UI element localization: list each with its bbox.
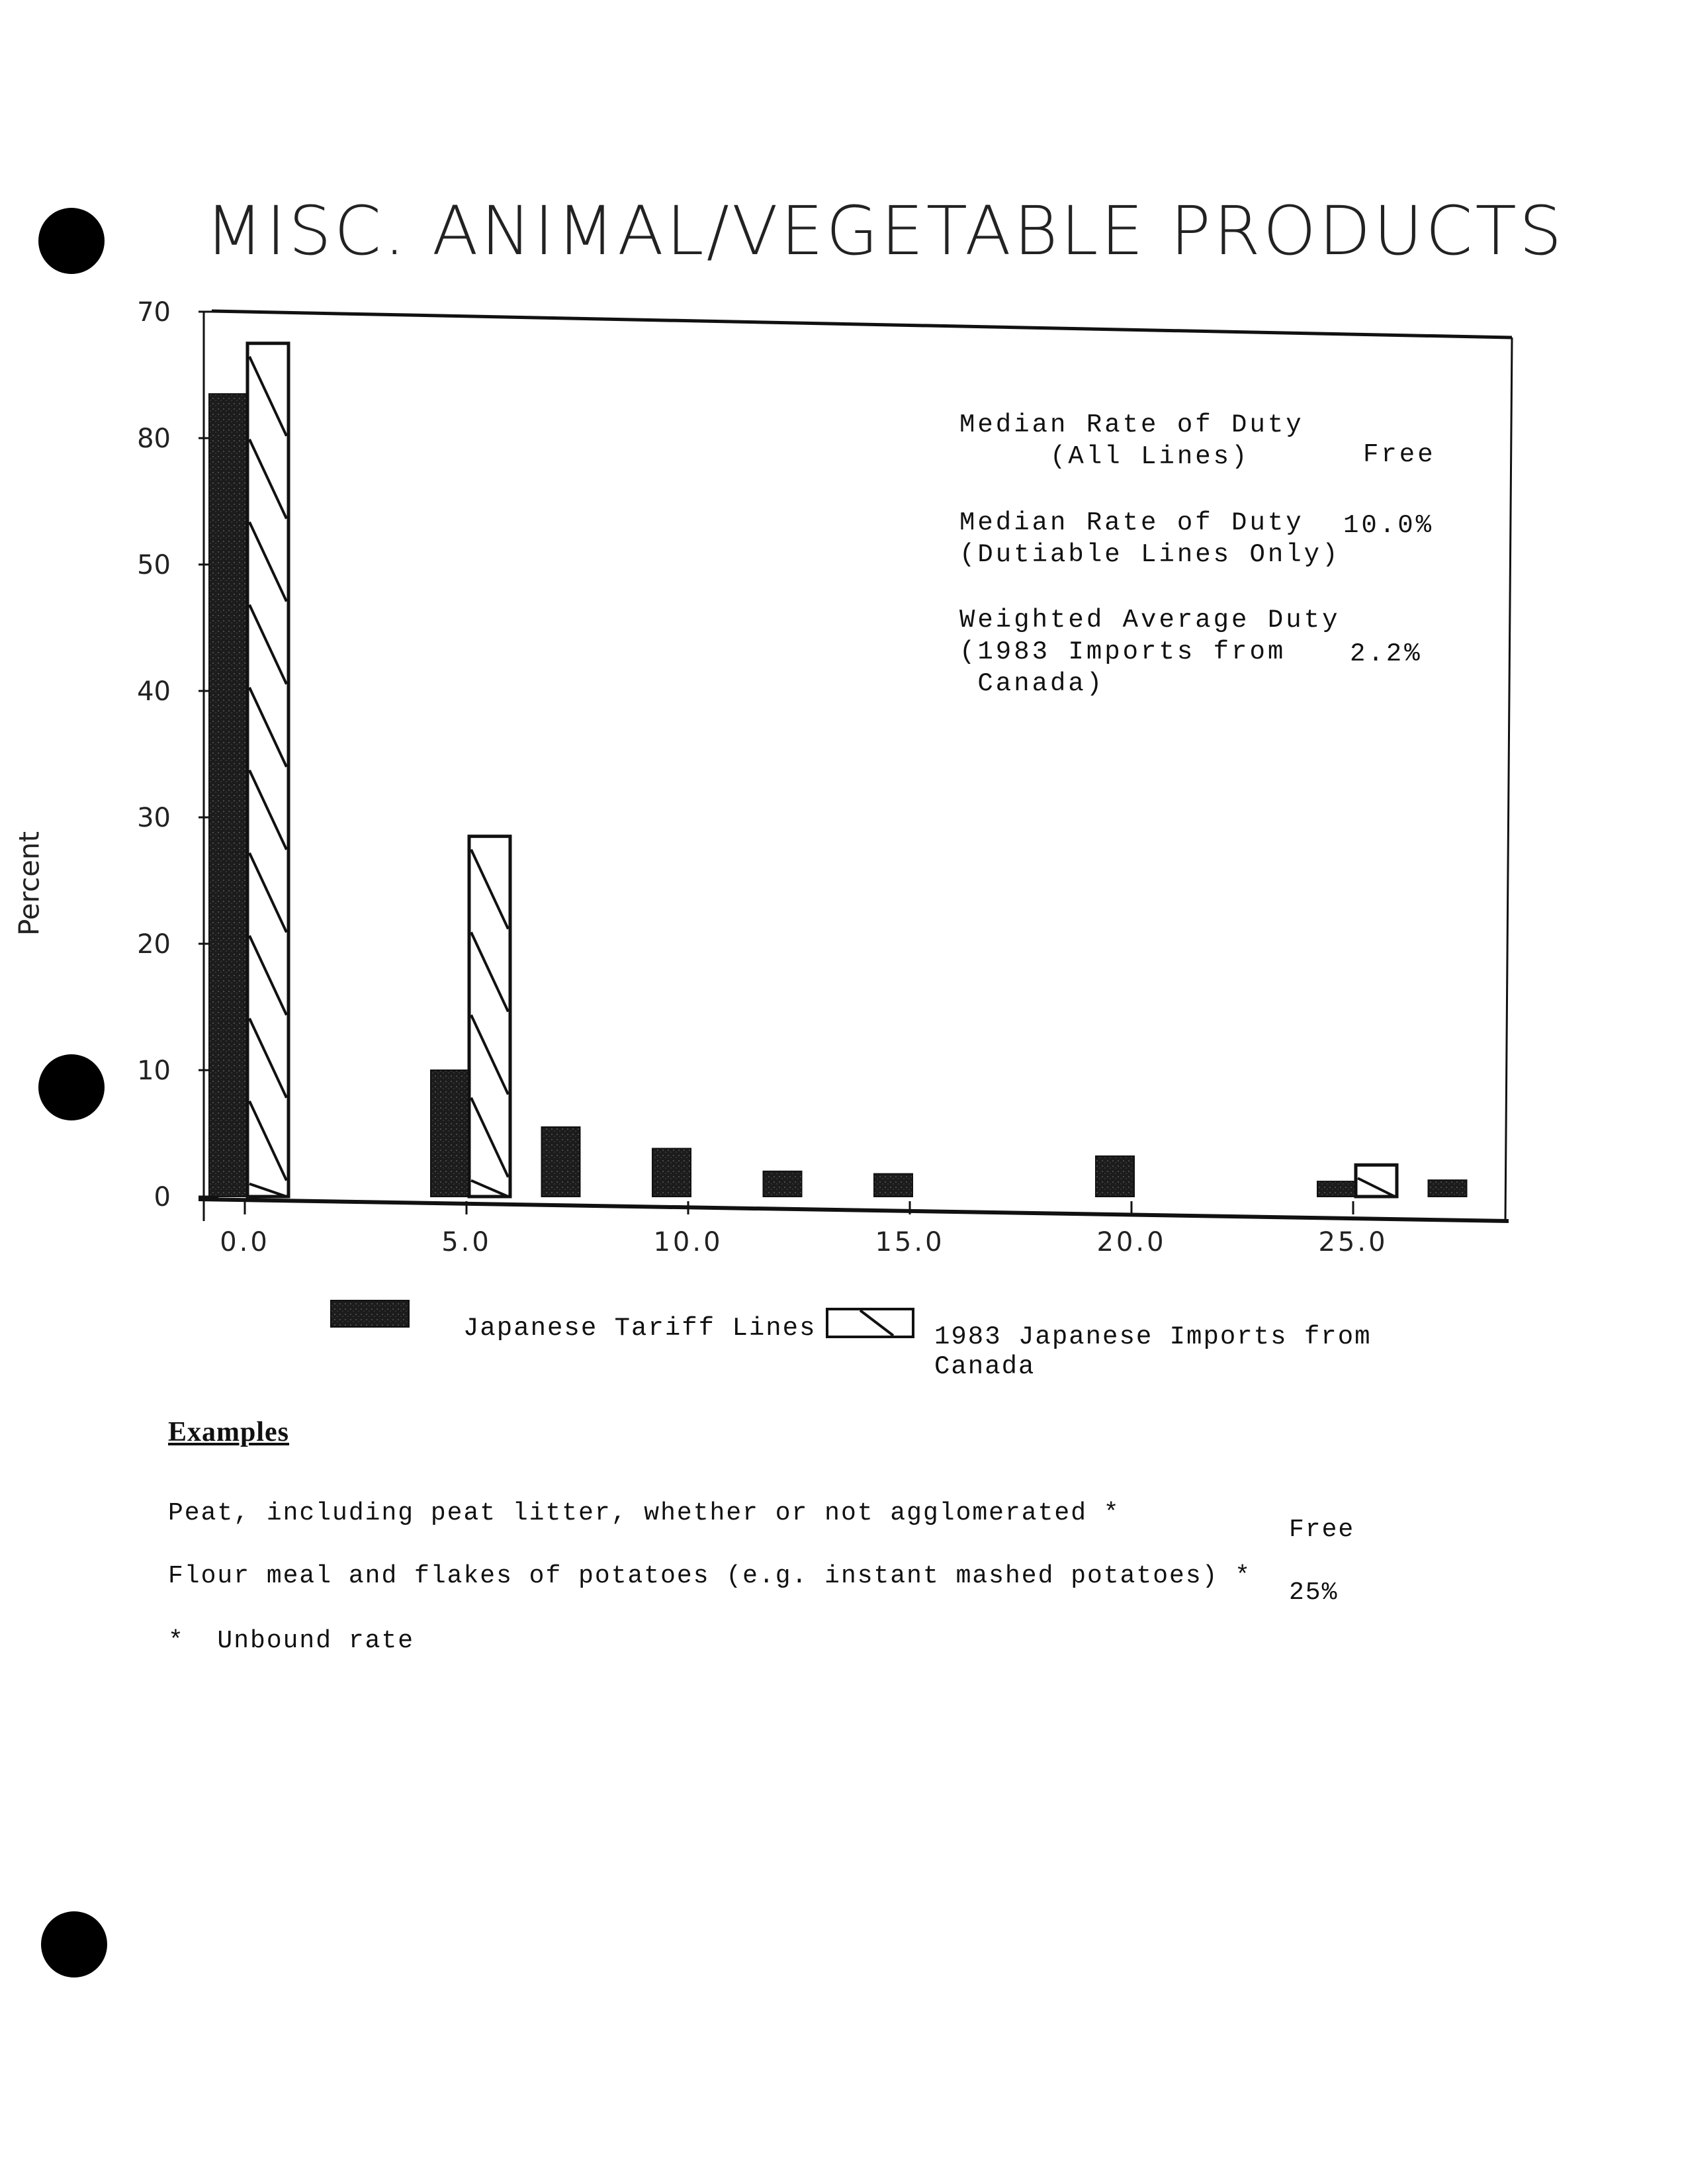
legend-label-imports-line-2: Canada [934, 1352, 1036, 1381]
bar-tariff-lines-20 [1096, 1156, 1134, 1197]
legend-swatch-imports [827, 1309, 913, 1337]
y-tick-label-0: 0 [154, 1182, 171, 1212]
legend-label-imports-line-1: 1983 Japanese Imports from [934, 1322, 1372, 1351]
x-tick-label-0.0: 0.0 [220, 1227, 270, 1257]
example-potato-flour: Flour meal and flakes of potatoes (e.g. instant mashed potatoes) * [168, 1562, 1252, 1590]
chart-title: MISC. ANIMAL/VEGETABLE PRODUCTS [205, 192, 1565, 271]
legend-swatch-outline [827, 1309, 913, 1337]
bar-tariff-lines-0 [209, 394, 247, 1197]
x-tick-label-5.0: 5.0 [441, 1227, 492, 1257]
example-peat: Peat, including peat litter, whether or not agglomerated * [168, 1499, 1120, 1527]
examples-heading: Examples [168, 1417, 290, 1447]
example-peat-rate: Free [1289, 1516, 1355, 1544]
bar-imports-25 [1356, 1165, 1397, 1197]
bar-tariff-lines-15 [874, 1174, 912, 1197]
example-potato-flour-rate: 25% [1289, 1578, 1339, 1607]
annotation-weighted-value: 2.2% [1350, 639, 1423, 668]
x-tick-label-15.0: 15.0 [875, 1227, 945, 1257]
bar-imports-5 [469, 837, 510, 1197]
legend-label-tariff-lines: Japanese Tariff Lines [463, 1314, 817, 1343]
bar-tariff-lines-10 [652, 1148, 691, 1197]
y-tick-label-50: 50 [137, 550, 171, 580]
annotation-median-dutiable-value: 10.0% [1343, 511, 1435, 540]
bar-tariff-lines-25 [1317, 1181, 1356, 1197]
bar-tariff-lines-5 [431, 1070, 469, 1197]
y-tick-label-20: 20 [137, 929, 171, 960]
y-tick-label-60: 80 [137, 424, 171, 454]
y-tick-label-40: 40 [137, 676, 171, 707]
annotation-weighted-label-1: Weighted Average Duty [959, 606, 1341, 635]
bar-imports-0 [247, 343, 288, 1197]
y-axis-ticks [137, 297, 218, 1212]
annotation-median-all-value: Free [1363, 440, 1436, 469]
annotation-weighted-label-2: (1983 Imports from [959, 637, 1286, 666]
legend-swatch-tariff-lines [331, 1300, 409, 1327]
y-tick-label-30: 30 [137, 803, 171, 833]
annotation-median-all-label-2: (All Lines) [959, 442, 1250, 471]
y-axis-label: Percent [13, 831, 46, 936]
x-tick-label-20.0: 20.0 [1096, 1227, 1167, 1257]
bar-tariff-lines-12.5 [764, 1171, 802, 1197]
x-tick-label-25.0: 25.0 [1318, 1227, 1388, 1257]
annotation-weighted-label-3: Canada) [959, 669, 1105, 698]
bar-tariff-lines-27.5 [1429, 1180, 1467, 1197]
bar-outline [247, 343, 288, 1197]
plot-frame [199, 311, 1512, 1221]
x-tick-label-10.0: 10.0 [653, 1227, 723, 1257]
bar-tariff-lines-7.5 [542, 1127, 580, 1197]
annotation-median-dutiable-label-1: Median Rate of Duty [959, 508, 1304, 537]
y-tick-label-10: 10 [137, 1056, 171, 1086]
bars [209, 343, 1467, 1197]
annotation-median-dutiable-label-2: (Dutiable Lines Only) [959, 540, 1341, 569]
annotation-median-all-label-1: Median Rate of Duty [959, 410, 1304, 439]
y-tick-label-70: 70 [137, 297, 171, 328]
example-footnote: * Unbound rate [168, 1627, 415, 1655]
